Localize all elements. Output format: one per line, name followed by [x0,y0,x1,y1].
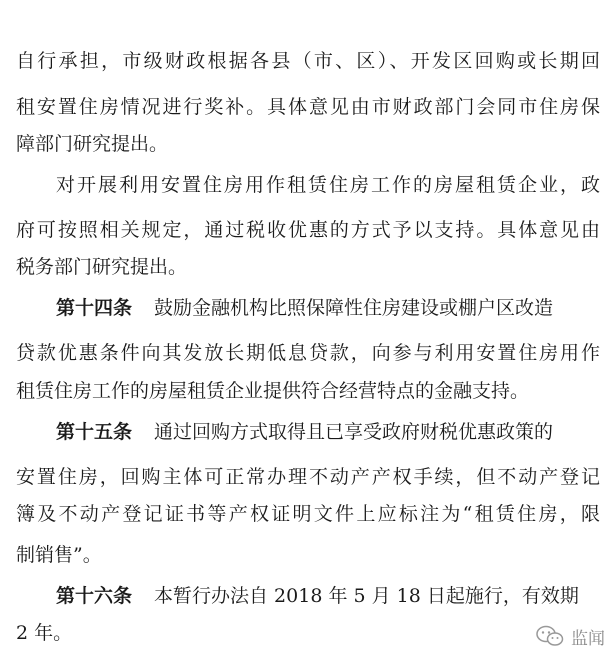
text-line: 鼓励金融机构比照保障性住房建设或棚户区改造 [154,297,554,319]
article-14-first-line [56,288,600,328]
watermark [535,620,605,652]
text-line: 税务部门研究提出。 [16,256,188,278]
text-line: 簿及不动产登记证书等产权证明文件上应标注为“租赁住房，限 [16,503,600,525]
text-line: 租赁住房工作的房屋租赁企业提供符合经营特点的金融支持。 [16,380,530,402]
text-line: 租安置住房情况进行奖补。具体意见由市财政部门会同市住房保 [16,96,600,118]
text-line: 障部门研究提出。 [16,133,169,155]
article-14-title: 第十四条 [56,297,133,319]
text-line: 2 年。 [16,622,73,644]
article-16-first-line [56,576,600,616]
article-15-first-line [56,412,600,452]
wechat-icon [535,624,565,648]
article-16-title: 第十六条 [56,585,133,607]
text-line: 府可按照相关规定，通过税收优惠的方式予以支持。具体意见由 [16,219,600,241]
article-15-title: 第十五条 [56,421,133,443]
watermark-text: 监闻 [571,628,605,649]
text-line: 对开展利用安置住房用作租赁住房工作的房屋租赁企业，政 [56,174,600,196]
text-line: 本暂行办法自 2018 年 5 月 18 日起施行，有效期 [154,585,579,607]
text-line: 通过回购方式取得且已享受政府财税优惠政策的 [154,421,554,443]
text-line: 制销售”。 [16,544,102,566]
text-line: 安置住房，回购主体可正常办理不动产产权手续，但不动产登记 [16,466,600,488]
text-line: 自行承担，市级财政根据各县（市、区）、开发区回购或长期回 [16,50,600,72]
text-line: 贷款优惠条件向其发放长期低息贷款，向参与利用安置住房用作 [16,342,600,364]
